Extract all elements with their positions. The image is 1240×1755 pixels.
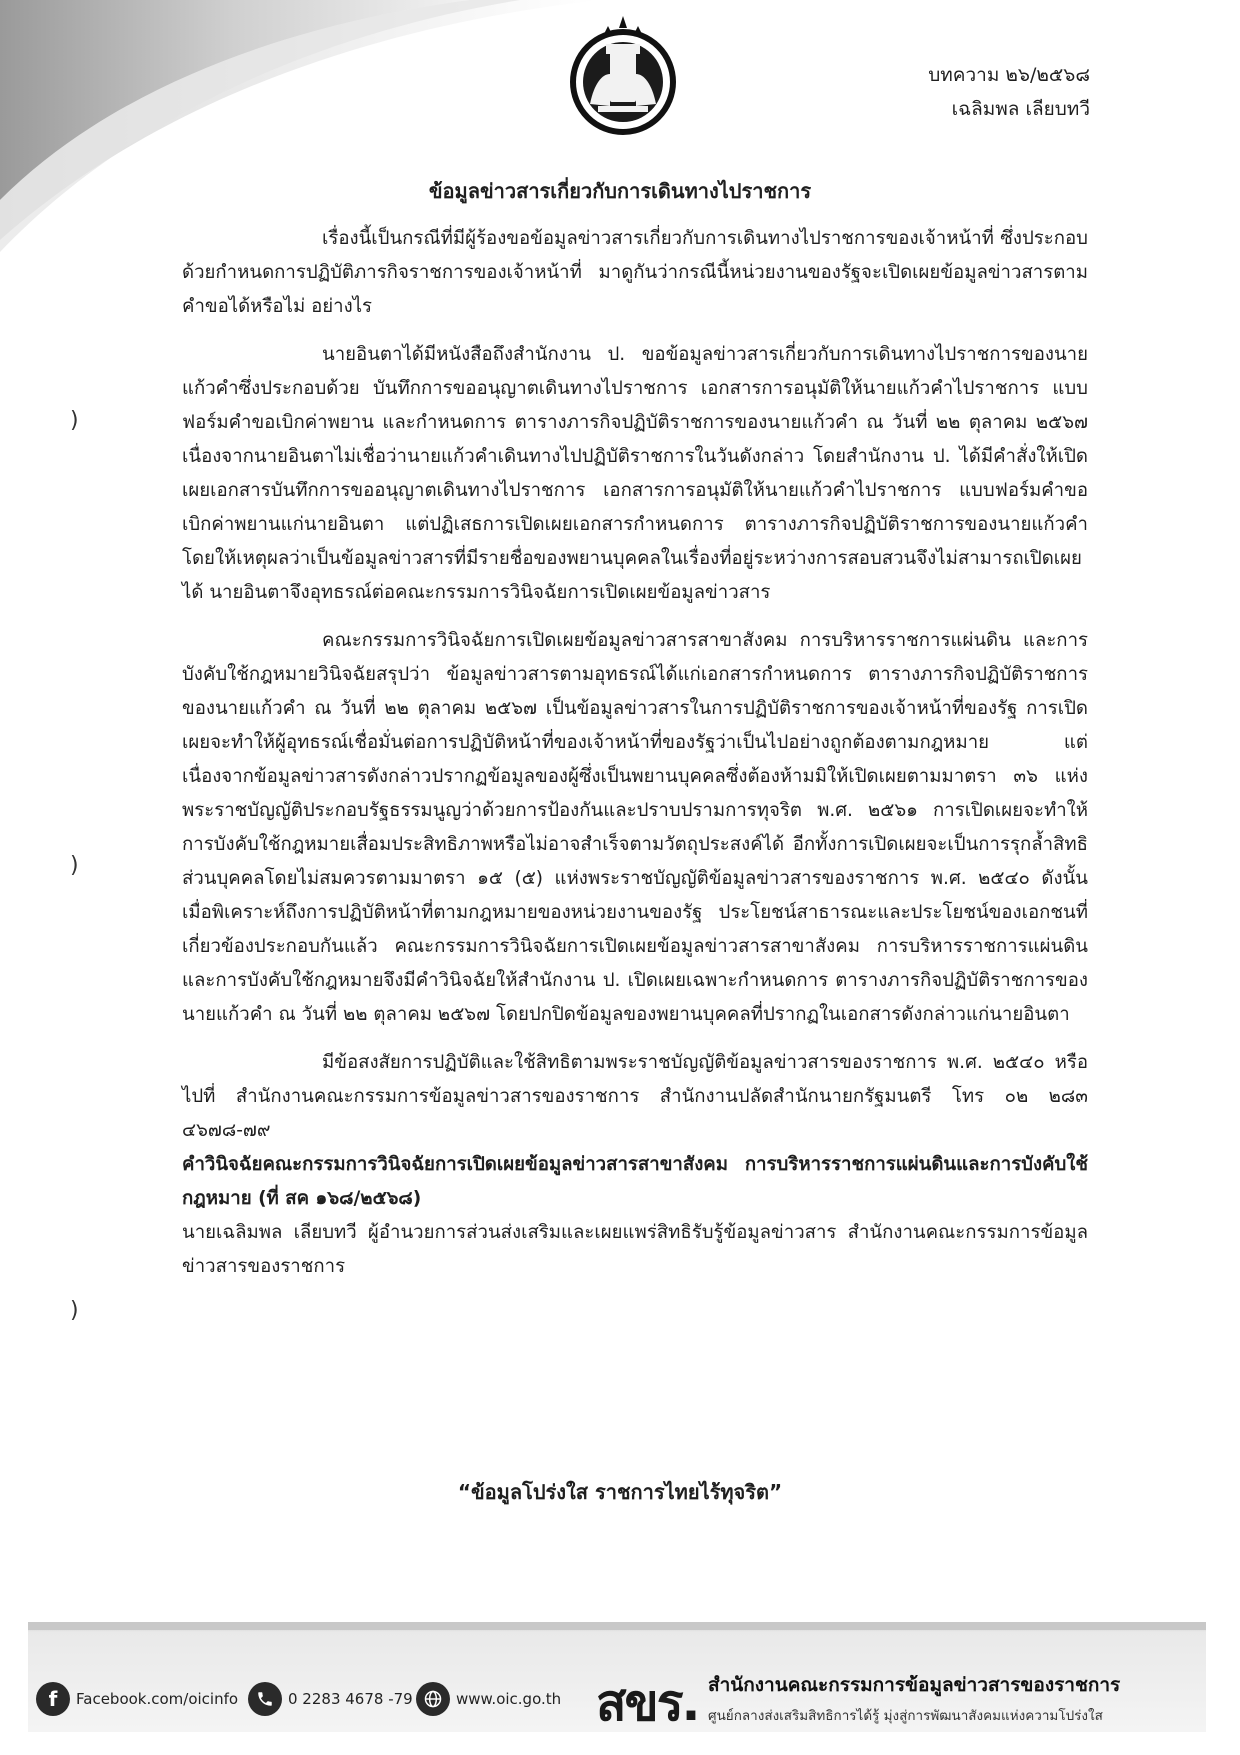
paragraph-facts: นายอินตาได้มีหนังสือถึงสำนักงาน ป. ขอข้อมูลข่าวสารเกี่ยวกับการเดินทางไปราชการของนายแก้วคำซึ่งประกอบด้วย บันทึกการขออนุญาตเดินทางไปราชการ เอกสารการอนุมัติให้นายแก้วคำไปราชการ แบบฟอร์มคำขอเบิกค่าพยาน และกำหนดการ ตารางภารกิจปฏิบัติราชการของนายแก้วคำ ณ วันที่ ๒๒ ตุลาคม ๒๕๖๗ เนื่องจากนายอินตาไม่เชื่อว่านายแก้วคำเดินทางไปปฏิบัติราชการในวันดังกล่าว โดยสำนักงาน ป. ได้มีคำสั่งให้เปิดเผยเอกสารบันทึกการขออนุญาตเดินทางไปราชการ เอกสารการอนุมัติให้นายแก้วคำไปราชการ แบบฟอร์มคำขอเบิกค่าพยานแก่นายอินตา แต่ปฏิเสธการเปิดเผยเอกสารกำหนดการ ตารางภารกิจปฏิบัติราชการของนายแก้วคำโดยให้เหตุผลว่าเป็นข้อมูลข่าวสารที่มีรายชื่อของพยานบุคคลในเรื่องที่อยู่ระหว่างการสอบสวนจึงไม่สามารถเปิดเผยได้ นายอินตาจึงอุทธรณ์ต่อคณะกรรมการวินิจฉัยการเปิดเผยข้อมูลข่าวสาร	[182, 344, 1088, 603]
phone-icon	[248, 1682, 282, 1716]
phone-contact	[248, 1682, 413, 1716]
author-name: เฉลิมพล เลียบทวี	[951, 98, 1090, 120]
slogan: “ข้อมูลโปร่งใส ราชการไทยไร้ทุจริต”	[457, 1480, 783, 1504]
footer-strip	[28, 1622, 1206, 1630]
agency-block	[708, 1670, 1120, 1726]
document-title: ข้อมูลข่าวสารเกี่ยวกับการเดินทางไปราชการ	[428, 179, 812, 203]
binder-mark: )	[70, 408, 79, 433]
oic-logo: สขร.	[596, 1674, 699, 1732]
phone-text: 0 2283 4678 -79	[288, 1690, 413, 1708]
website-text: www.oic.go.th	[456, 1690, 562, 1708]
facebook-icon: f	[36, 1682, 70, 1716]
article-meta	[928, 58, 1090, 126]
paragraph-contact: มีข้อสงสัยการปฏิบัติและใช้สิทธิตามพระราชบัญญัติข้อมูลข่าวสารของราชการ พ.ศ. ๒๕๔๐ หรือไปที่ สำนักงานคณะกรรมการข้อมูลข่าวสารของราชการ สำนักงานปลัดสำนักนายกรัฐมนตรี โทร ๐๒ ๒๘๓ ๔๖๗๘-๗๙	[182, 1052, 1088, 1141]
author-bio: นายเฉลิมพล เลียบทวี ผู้อำนวยการส่วนส่งเสริมและเผยแพร่สิทธิรับรู้ข้อมูลข่าวสาร สำนักงานคณะกรรมการข้อมูลข่าวสารของราชการ	[182, 1222, 1088, 1277]
facebook-link[interactable]	[36, 1682, 238, 1716]
globe-icon	[416, 1682, 450, 1716]
oic-emblem-icon	[568, 14, 678, 146]
agency-name: สำนักงานคณะกรรมการข้อมูลข่าวสารของราชการ	[708, 1674, 1121, 1696]
ruling-reference: คำวินิจฉัยคณะกรรมการวินิจฉัยการเปิดเผยข้อมูลข่าวสารสาขาสังคม การบริหารราชการแผ่นดินและการบังคับใช้กฎหมาย (ที่ สค ๑๖๘/๒๕๖๘)	[182, 1154, 1088, 1209]
agency-tagline: ศูนย์กลางส่งเสริมสิทธิการได้รู้ มุ่งสู่การพัฒนาสังคมแห่งความโปร่งใส	[708, 1708, 1103, 1724]
binder-mark: )	[70, 1298, 79, 1323]
website-link[interactable]	[416, 1682, 561, 1716]
footer-banner	[28, 1622, 1206, 1732]
paragraph-ruling: คณะกรรมการวินิจฉัยการเปิดเผยข้อมูลข่าวสารสาขาสังคม การบริหารราชการแผ่นดิน และการบังคับใช้กฎหมายวินิจฉัยสรุปว่า ข้อมูลข่าวสารตามอุทธรณ์ได้แก่เอกสารกำหนดการ ตารางภารกิจปฏิบัติราชการของนายแก้วคำ ณ วันที่ ๒๒ ตุลาคม ๒๕๖๗ เป็นข้อมูลข่าวสารในการปฏิบัติราชการของเจ้าหน้าที่ของรัฐ การเปิดเผยจะทำให้ผู้อุทธรณ์เชื่อมั่นต่อการปฏิบัติหน้าที่ของเจ้าหน้าที่ของรัฐว่าเป็นไปอย่างถูกต้องตามกฎหมาย แต่เนื่องจากข้อมูลข่าวสารดังกล่าวปรากฏข้อมูลของผู้ซึ่งเป็นพยานบุคคลซึ่งต้องห้ามมิให้เปิดเผยตามมาตรา ๓๖ แห่งพระราชบัญญัติประกอบรัฐธรรมนูญว่าด้วยการป้องกันและปราบปรามการทุจริต พ.ศ. ๒๕๖๑ การเปิดเผยจะทำให้การบังคับใช้กฎหมายเสื่อมประสิทธิภาพหรือไม่อาจสำเร็จตามวัตถุประสงค์ได้ อีกทั้งการเปิดเผยจะเป็นการรุกล้ำสิทธิส่วนบุคคลโดยไม่สมควรตามมาตรา ๑๕ (๕) แห่งพระราชบัญญัติข้อมูลข่าวสารของราชการ พ.ศ. ๒๕๔๐ ดังนั้น เมื่อพิเคราะห์ถึงการปฏิบัติหน้าที่ตามกฎหมายของหน่วยงานของรัฐ ประโยชน์สาธารณะและประโยชน์ของเอกชนที่เกี่ยวข้องประกอบกันแล้ว คณะกรรมการวินิจฉัยการเปิดเผยข้อมูลข่าวสารสาขาสังคม การบริหารราชการแผ่นดินและการบังคับใช้กฎหมายจึงมีคำวินิจฉัยให้สำนักงาน ป. เปิดเผยเฉพาะกำหนดการ ตารางภารกิจปฏิบัติราชการของนายแก้วคำ ณ วันที่ ๒๒ ตุลาคม ๒๕๖๗ โดยปกปิดข้อมูลของพยานบุคคลที่ปรากฏในเอกสารดังกล่าวแก่นายอินตา	[182, 630, 1088, 1025]
facebook-text: Facebook.com/oicinfo	[76, 1690, 239, 1708]
article-number: บทความ ๒๖/๒๕๖๘	[928, 64, 1090, 86]
binder-mark: )	[70, 853, 79, 878]
article-body	[182, 222, 1088, 1284]
paragraph-intro: เรื่องนี้เป็นกรณีที่มีผู้ร้องขอข้อมูลข่าวสารเกี่ยวกับการเดินทางไปราชการของเจ้าหน้าที่ ซึ่งประกอบด้วยกำหนดการปฏิบัติภารกิจราชการของเจ้าหน้าที่ มาดูกันว่ากรณีนี้หน่วยงานของรัฐจะเปิดเผยข้อมูลข่าวสารตามคำขอได้หรือไม่ อย่างไร	[182, 228, 1088, 317]
